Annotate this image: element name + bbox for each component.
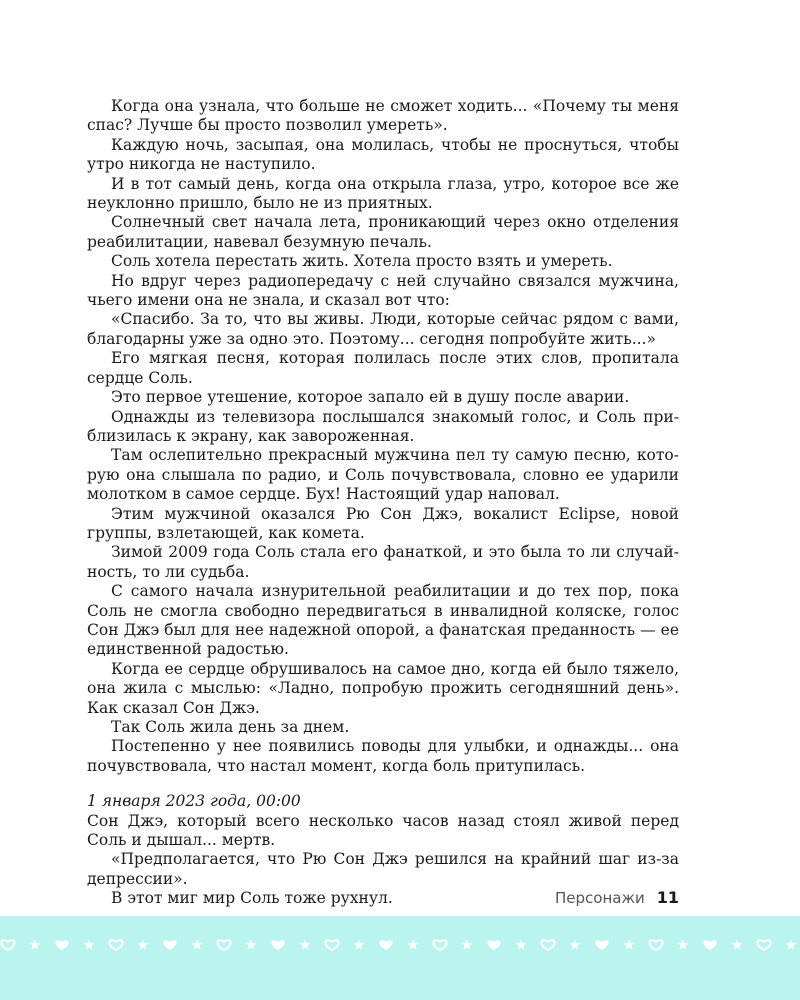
paragraph-12: Этим мужчиной оказался Рю Сон Джэ, вокалист Eclipse, новой группы, взлетающей, как комета. xyxy=(87,504,679,542)
paragraph-9: Это первое утешение, которое запало ей в душу после аварии. xyxy=(111,388,630,407)
paragraph-17: Постепенно у нее появились поводы для улыбки, и однажды... она почувствовала, что настал момент, когда боль притупилась. xyxy=(87,737,679,775)
dateline: 1 января 2023 года, 00:00 xyxy=(87,792,301,811)
paragraph-7: «Спасибо. За то, что вы живы. Люди, которые сейчас рядом с вами, благодарны уже за одно это. Поэтому... сегодня попробуйте жить...» xyxy=(87,310,679,348)
band-background xyxy=(0,916,800,1000)
page-number: 11 xyxy=(656,888,679,907)
paragraph-18: «Предполагается, что Рю Сон Джэ решился на крайний шаг из-за депрессии». xyxy=(87,850,679,888)
decorative-band xyxy=(0,916,800,1000)
paragraph-14: С самого начала изнурительной реабилитации и до тех пор, пока Соль не смогла свободно передвигаться в инвалидной коляске, голос Сон Джэ был для нее надежной опорой, а фанатская преданность — ее единственной радостью. xyxy=(87,582,679,659)
section-break xyxy=(87,776,679,792)
section-label: Персонажи xyxy=(555,889,645,907)
paragraph-2: Каждую ночь, засыпая, она молилась, чтобы не проснуться, чтобы утро никогда не наступило. xyxy=(87,135,679,174)
paragraph-16: Так Соль жила день за днем. xyxy=(111,718,350,736)
paragraph-13: Зимой 2009 года Соль стала его фанаткой, и это была то ли случайность, то ли судьба. xyxy=(87,543,679,581)
paragraph-6: Но вдруг через радиопередачу с ней случайно связался мужчина, чьего имени она не знала, и сказал вот что: xyxy=(87,271,679,310)
paragraph-19: В этот миг мир Соль тоже рухнул. xyxy=(111,889,393,908)
page-body xyxy=(87,97,679,909)
band-pattern xyxy=(0,916,800,1000)
paragraph-15: Когда ее сердце обрушивалось на самое дно, когда ей было тяжело, она жила с мыслью: «Ладно, попробую прожить сегодняшний день». Как сказал Сон Джэ. xyxy=(87,659,679,717)
paragraph-5: Соль хотела перестать жить. Хотела просто взять и умереть. xyxy=(111,252,613,271)
paragraph-8: Его мягкая песня, которая полилась после этих слов, пропитала сердце Соль. xyxy=(87,349,679,387)
paragraph-after-date: Сон Джэ, который всего несколько часов назад стоял живой перед Соль и дышал... мертв. xyxy=(87,811,679,850)
paragraph-4: Солнечный свет начала лета, проникающий через окно отделения реабилитации, навевал безумную печаль. xyxy=(87,213,679,251)
paragraph-10: Однажды из телевизора послышался знакомый голос, и Соль приблизилась к экрану, как завороженная. xyxy=(87,407,679,445)
paragraph-3: И в тот самый день, когда она открыла глаза, утро, которое все же неуклонно пришло, было не из приятных. xyxy=(87,174,679,213)
paragraph-1: Когда она узнала, что больше не сможет ходить... «Почему ты меня спас? Лучше бы просто позволил умереть». xyxy=(87,97,679,135)
paragraph-11: Там ослепительно прекрасный мужчина пел ту самую песню, которую она слышала по радио, и Соль почувствовала, словно ее ударили молотком в самое сердце. Бух! Настоящий удар наповал. xyxy=(87,446,679,504)
page-footer xyxy=(555,888,679,907)
